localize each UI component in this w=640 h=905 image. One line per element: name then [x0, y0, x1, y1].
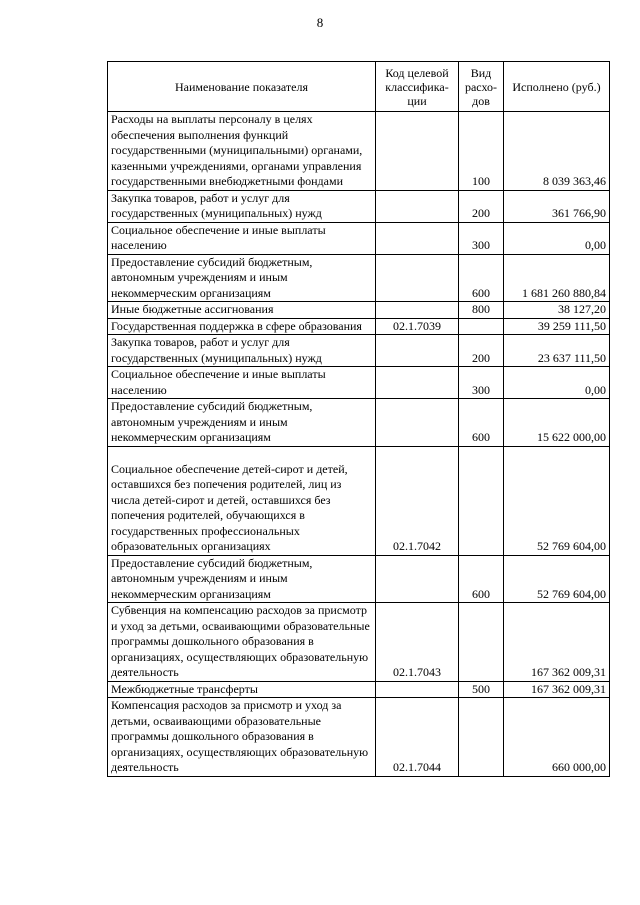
- row-sum: 1 681 260 880,84: [504, 254, 610, 302]
- row-kind: 800: [459, 302, 504, 319]
- row-name: Социальное обеспечение и иные выплаты населению: [108, 222, 376, 254]
- row-code: [376, 335, 459, 367]
- row-name: Закупка товаров, работ и услуг для государственных (муниципальных) нужд: [108, 335, 376, 367]
- row-code: [376, 367, 459, 399]
- row-code: [376, 222, 459, 254]
- row-code: 02.1.7039: [376, 318, 459, 335]
- header-row: [108, 62, 610, 112]
- header-indicator-name: Наименование показателя: [108, 62, 376, 112]
- row-name: Предоставление субсидий бюджетным, автономным учреждениям и иным некоммерческим организациям: [108, 399, 376, 447]
- table-row: [108, 698, 610, 777]
- row-sum: 0,00: [504, 367, 610, 399]
- row-sum: 361 766,90: [504, 190, 610, 222]
- row-kind: [459, 318, 504, 335]
- row-name: Межбюджетные трансферты: [108, 681, 376, 698]
- table-row: [108, 681, 610, 698]
- row-code: [376, 399, 459, 447]
- row-kind: [459, 446, 504, 555]
- row-sum: 23 637 111,50: [504, 335, 610, 367]
- row-code: [376, 190, 459, 222]
- row-sum: 52 769 604,00: [504, 446, 610, 555]
- header-expense-type: Вид расхо-дов: [459, 62, 504, 112]
- table-row: [108, 555, 610, 603]
- row-code: 02.1.7042: [376, 446, 459, 555]
- header-target-code: Код целевой классифика-ции: [376, 62, 459, 112]
- row-sum: 38 127,20: [504, 302, 610, 319]
- row-kind: 200: [459, 190, 504, 222]
- row-sum: 167 362 009,31: [504, 603, 610, 682]
- row-code: [376, 555, 459, 603]
- row-code: 02.1.7043: [376, 603, 459, 682]
- row-kind: 300: [459, 222, 504, 254]
- header-executed-amount: Исполнено (руб.): [504, 62, 610, 112]
- row-name: Предоставление субсидий бюджетным, автономным учреждениям и иным некоммерческим организациям: [108, 555, 376, 603]
- row-kind: 600: [459, 399, 504, 447]
- row-sum: 39 259 111,50: [504, 318, 610, 335]
- table-row: [108, 318, 610, 335]
- row-name: Расходы на выплаты персоналу в целях обеспечения выполнения функций государственными (муниципальными) органами, казенными учреждениями, органами управления государственными внебюджетными фондами: [108, 112, 376, 191]
- row-code: [376, 681, 459, 698]
- table-body: [108, 112, 610, 777]
- row-kind: 600: [459, 254, 504, 302]
- row-kind: 500: [459, 681, 504, 698]
- row-code: [376, 254, 459, 302]
- row-sum: 15 622 000,00: [504, 399, 610, 447]
- row-sum: 52 769 604,00: [504, 555, 610, 603]
- table-row: [108, 603, 610, 682]
- row-sum: 167 362 009,31: [504, 681, 610, 698]
- row-name: Закупка товаров, работ и услуг для государственных (муниципальных) нужд: [108, 190, 376, 222]
- row-sum: 8 039 363,46: [504, 112, 610, 191]
- row-kind: 200: [459, 335, 504, 367]
- table-row: [108, 190, 610, 222]
- row-kind: 100: [459, 112, 504, 191]
- row-name: Субвенция на компенсацию расходов за присмотр и уход за детьми, осваивающими образовательные программы дошкольного образования в организациях, осуществляющих образовательную деятельность: [108, 603, 376, 682]
- expenditure-table: [107, 61, 610, 777]
- table-row: [108, 222, 610, 254]
- row-code: 02.1.7044: [376, 698, 459, 777]
- table-row: [108, 112, 610, 191]
- table-header: [108, 62, 610, 112]
- row-kind: [459, 698, 504, 777]
- row-name: Предоставление субсидий бюджетным, автономным учреждениям и иным некоммерческим организациям: [108, 254, 376, 302]
- table-row: [108, 302, 610, 319]
- row-name: Государственная поддержка в сфере образования: [108, 318, 376, 335]
- row-sum: 660 000,00: [504, 698, 610, 777]
- row-code: [376, 302, 459, 319]
- row-code: [376, 112, 459, 191]
- row-name: Социальное обеспечение и иные выплаты населению: [108, 367, 376, 399]
- table-row: [108, 367, 610, 399]
- row-kind: 600: [459, 555, 504, 603]
- row-name: Компенсация расходов за присмотр и уход за детьми, осваивающими образовательные программы дошкольного образования в организациях, осуществляющих образовательную деятельность: [108, 698, 376, 777]
- row-sum: 0,00: [504, 222, 610, 254]
- row-name: Социальное обеспечение детей-сирот и детей, оставшихся без попечения родителей, лиц из числа детей-сирот и детей, оставшихся без попечения родителей, обучающихся в государственных профессиональных образовательных организациях: [108, 446, 376, 555]
- table-row: [108, 399, 610, 447]
- row-kind: [459, 603, 504, 682]
- page-number: 8: [316, 15, 324, 30]
- table-row: [108, 446, 610, 555]
- row-kind: 300: [459, 367, 504, 399]
- table-row: [108, 254, 610, 302]
- table-row: [108, 335, 610, 367]
- row-name: Иные бюджетные ассигнования: [108, 302, 376, 319]
